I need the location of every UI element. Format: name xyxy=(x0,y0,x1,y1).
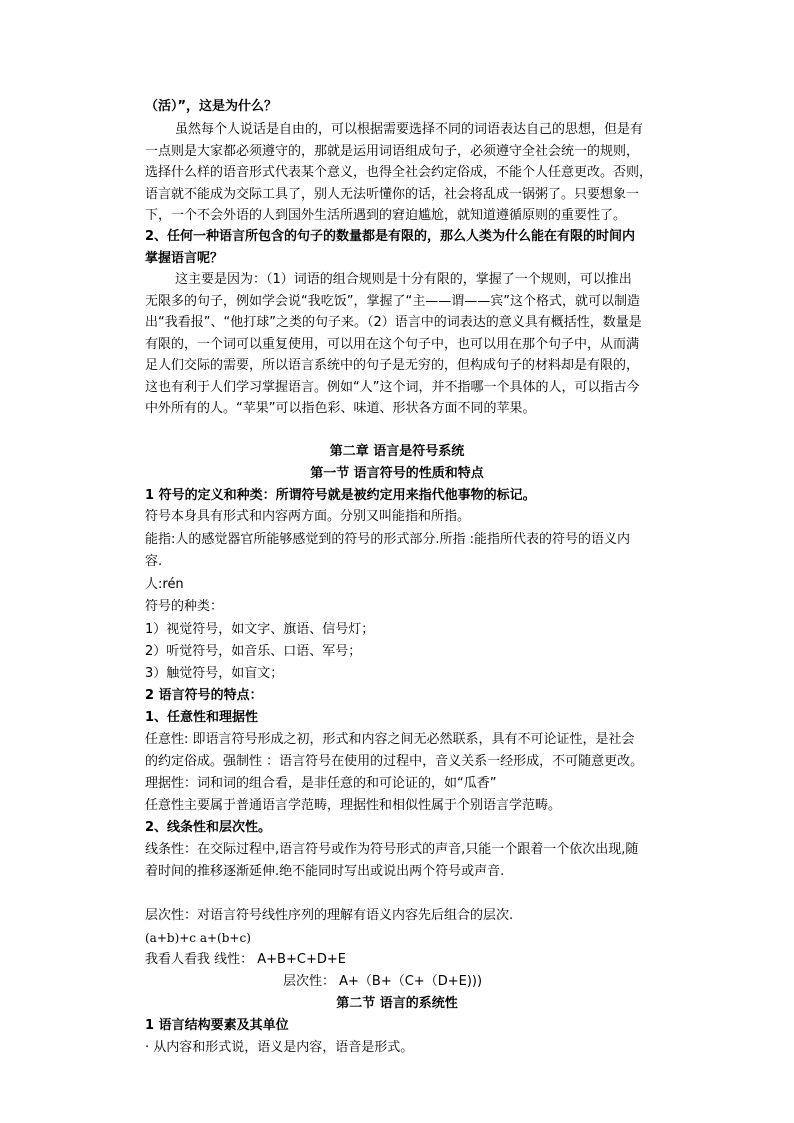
paragraph-line: 这也有利于人们学习掌握语言。例如“人”这个词，并不指哪一个具体的人，可以指古今 xyxy=(145,380,640,395)
paragraph-line: 虽然每个人说话是自由的，可以根据需要选择不同的词语表达自己的思想，但是有 xyxy=(175,122,644,137)
subsection-heading: 1 语言结构要素及其单位 xyxy=(145,1018,289,1033)
list-item: 3）触觉符号，如盲文； xyxy=(145,666,284,681)
paragraph-line: 中外所有的人。“苹果”可以指色彩、味道、形状各方面不同的苹果。 xyxy=(145,401,536,416)
paragraph-line: 能指:人的感觉器官所能够感觉到的符号的形式部分.所指 :能指所代表的符号的语义内 xyxy=(145,532,631,547)
section-title: 第二节 语言的系统性 xyxy=(336,996,458,1011)
paragraph-line: 任意性: 即语言符号形成之初，形式和内容之间无必然联系，具有不可论证性，是社会 xyxy=(145,732,635,747)
question-tail: （活）”，这是为什么？ xyxy=(145,99,278,114)
paragraph-line: 线条性：在交际过程中,语言符号或作为符号形式的声音,只能一个跟着一个依次出现,随 xyxy=(145,842,639,857)
paragraph-line: 理据性：词和词的组合看，是非任意的和可论证的，如“瓜香” xyxy=(145,776,497,791)
paragraph-line: 下，一个不会外语的人到国外生活所遇到的窘迫尴尬，就知道遵循原则的重要性了。 xyxy=(145,208,627,223)
section-title: 第一节 语言符号的性质和特点 xyxy=(310,466,484,481)
paragraph-line: 足人们交际的需要，所以语言系统中的句子是无穷的，但构成句子的材料却是有限的， xyxy=(145,358,640,373)
subsection-heading: 1、任意性和理据性 xyxy=(145,710,259,725)
paragraph-line: 层次性：对语言符号线性序列的理解有语义内容先后组合的层次. xyxy=(145,908,514,923)
example-line: 层次性： A+（B+（C+（D+E))) xyxy=(283,974,483,989)
paragraph-line: 符号本身具有形式和内容两方面。分别又叫能指和所指。 xyxy=(145,509,471,524)
paragraph-line: 着时间的推移逐渐延伸.绝不能同时写出或说出两个符号或声音. xyxy=(145,864,505,879)
paragraph-line: 符号的种类： xyxy=(145,599,224,614)
example-line: 我看人看我 线性： A+B+C+D+E xyxy=(145,952,346,967)
paragraph-line: 出“我看报”、“他打球”之类的句子来。（2）语言中的词表达的意义具有概括性，数量是 xyxy=(145,315,642,330)
subsection-heading: 2 语言符号的特点： xyxy=(145,688,263,703)
paragraph-line: 的约定俗成。强制性 ：语言符号在使用的过程中，音义关系一经形成，不可随意更改。 xyxy=(145,754,644,769)
list-item: 2）听觉符号，如音乐、口语、军号； xyxy=(145,644,362,659)
paragraph-line: 人:rén xyxy=(145,577,184,592)
question-heading: 2、任何一种语言所包含的句子的数量都是有限的，那么人类为什么能在有限的时间内 xyxy=(145,229,636,244)
paragraph-line: 一点则是大家都必须遵守的，那就是运用词语组成句子，必须遵守全社会统一的规则， xyxy=(145,144,640,159)
paragraph-line: 语言就不能成为交际工具了，别人无法听懂你的话，社会将乱成一锅粥了。只要想象一 xyxy=(145,187,640,202)
paragraph-line: 这主要是因为：（1）词语的组合规则是十分有限的，掌握了一个规则，可以推出 xyxy=(175,272,632,287)
subsection-heading: 1 符号的定义和种类：所谓符号就是被约定用来指代他事物的标记。 xyxy=(145,488,536,503)
paragraph-line: 有限的，一个词可以重复使用，可以用在这个句子中，也可以用在那个句子中，从而满 xyxy=(145,337,640,352)
list-item: 1）视觉符号，如文字、旗语、信号灯； xyxy=(145,622,375,637)
question-heading: 掌握语言呢？ xyxy=(145,251,224,266)
bullet-item: · 从内容和形式说，语义是内容，语音是形式。 xyxy=(145,1040,414,1055)
paragraph-line: 容. xyxy=(145,554,163,569)
chapter-title: 第二章 语言是符号系统 xyxy=(329,444,465,459)
paragraph-line: 无限多的句子，例如学会说“我吃饭”，掌握了“主——谓——宾”这个格式，就可以制造 xyxy=(145,294,640,309)
subsection-heading: 2、线条性和层次性。 xyxy=(145,820,272,835)
paragraph-line: 选择什么样的语音形式代表某个意义，也得全社会约定俗成，不能个人任意更改。否则， xyxy=(145,165,653,180)
paragraph-line: 任意性主要属于普通语言学范畴，理据性和相似性属于个别语言学范畴。 xyxy=(145,798,562,813)
formula-line: (a+b)+c a+(b+c) xyxy=(145,931,251,945)
